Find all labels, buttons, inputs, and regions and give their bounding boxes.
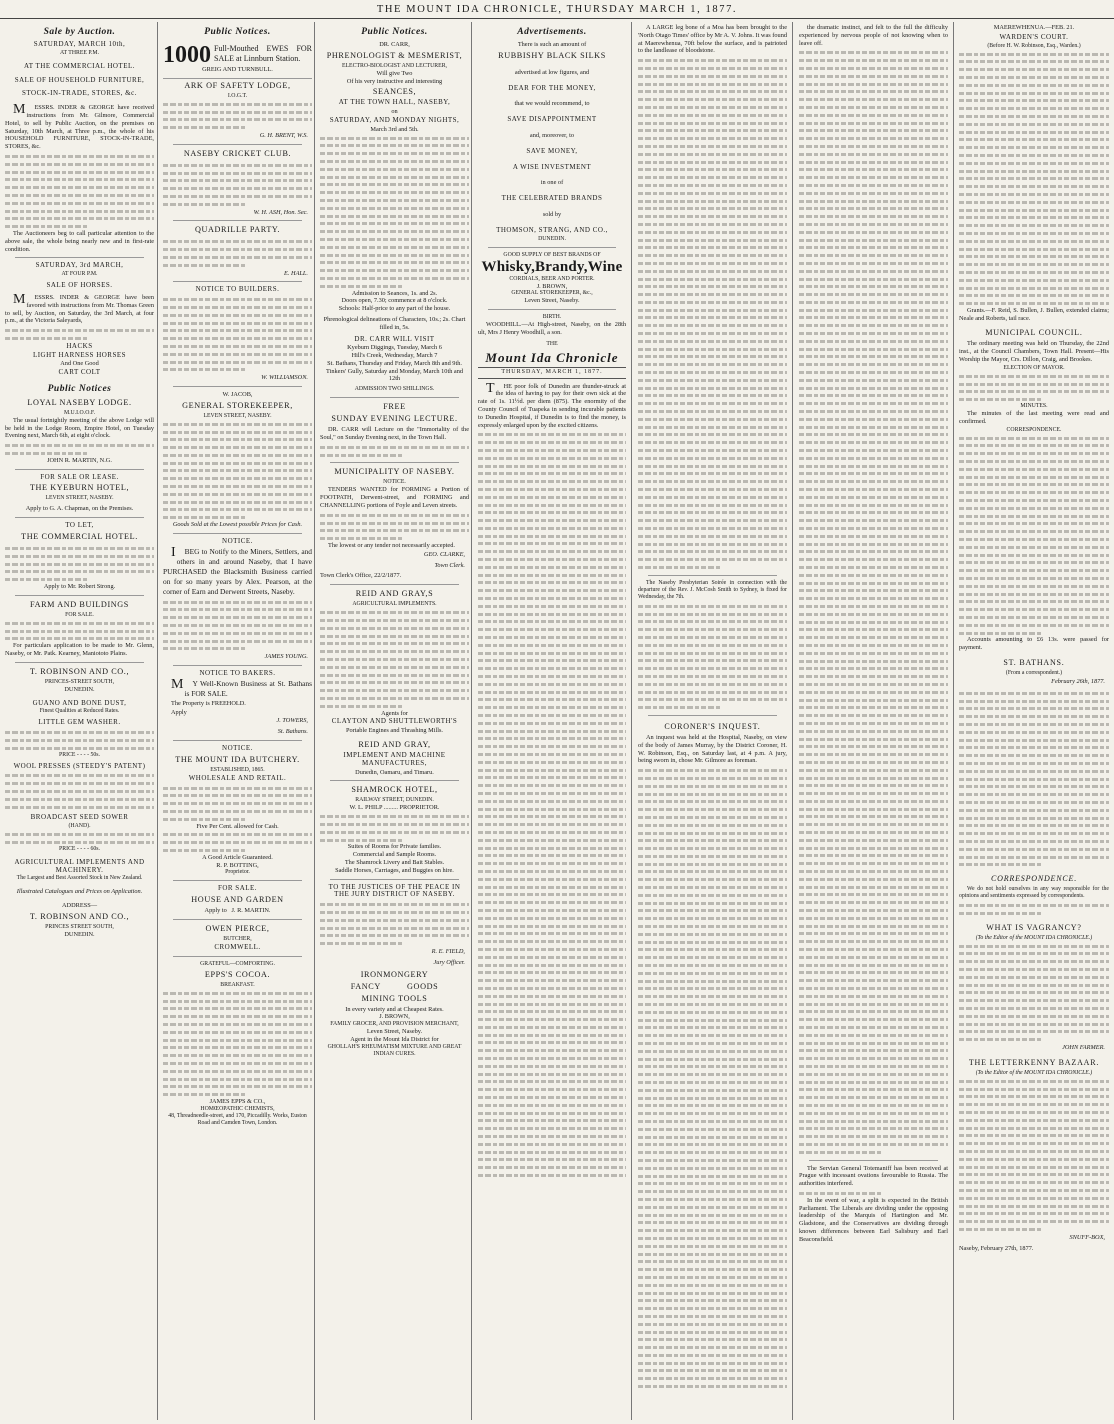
advertised-low: advertised at low figures, and [514, 68, 590, 76]
minutes-text: The minutes of the last meeting were read and confirmed. [959, 410, 1109, 425]
phrenologist: PHRENOLOGIST & MESMERIST, [326, 50, 463, 60]
gem-washer: LITTLE GEM WASHER. [38, 718, 121, 727]
wardens-court: WARDEN'S COURT. [999, 32, 1069, 41]
mining-tools: MINING TOOLS [361, 993, 428, 1003]
ewes-sign: GREIG AND TURNBULL. [202, 66, 273, 73]
column-5 [638, 24, 787, 1420]
miners-sign: JAMES YOUNG. [264, 653, 308, 661]
freehold: The Property is FREEHOLD. [171, 699, 246, 707]
wardens-sub: (Before H. W. Robinson, Esq., Warden.) [987, 42, 1081, 49]
rubbishy-silks: RUBBISHY BLACK SILKS [498, 50, 606, 60]
from-correspondent: (From a correspondent.) [1005, 669, 1063, 676]
seance-days: SATURDAY, AND MONDAY NIGHTS, [329, 115, 460, 124]
farm-title: FARM AND BUILDINGS [30, 599, 129, 609]
breakfast: BREAKFAST. [220, 981, 255, 988]
horses-date: SATURDAY, 3rd MARCH, [35, 261, 124, 270]
british-parliament: In the event of war, a split is expected in the British Parliament. The Liberals are dividing under the opposing leadership of the Marquis of Hartington and Mr. Gladstone, and the Conservatives are dividing through known differences between Earl Salisbury and Earl Beaconsfield. [799, 1196, 948, 1243]
miners-notice: IBEG to Notify to the Miners, Settlers, and others in and around Naseby, that I have PURCHASED the Blacksmith Business carried on for so many years by Alex. Pearson, at the corner of Earn and Derwent Streets, Naseby. [163, 544, 312, 596]
towers-place: St. Bathans. [277, 728, 308, 736]
feb-date: February 26th, 1877. [1051, 677, 1105, 685]
commercial-hotel: THE COMMERCIAL HOTEL. [21, 532, 138, 542]
notice-heading: NOTICE. [222, 744, 253, 753]
maerewhenua: MAEREWHENUA.—FEB. 21. [993, 24, 1075, 31]
commercial-rooms: Commercial and Sample Rooms. [352, 851, 437, 859]
column-rule [471, 22, 472, 1420]
storekeeper: GENERAL STOREKEEPER, [182, 400, 293, 410]
on: on [391, 108, 398, 116]
municipality: MUNICIPALITY OF NASEBY. [334, 467, 455, 477]
delineations: Phrenological delineations of Characters, 10s.; 2s. Chart filled in, 5s. [323, 315, 466, 331]
address-city: DUNEDIN. [64, 930, 95, 938]
minutes-heading: MINUTES. [1020, 403, 1048, 410]
celebrated-brands: THE CELEBRATED BRANDS [501, 194, 603, 203]
auction-venue: AT THE COMMERCIAL HOTEL. [23, 61, 136, 70]
agri-sub: The Largest and Best Assorted Stock in New Zealand. [16, 875, 143, 882]
sold-by: sold by [542, 210, 562, 218]
for-sale: FOR SALE. [217, 884, 258, 893]
horses-time: AT FOUR P.M. [61, 271, 98, 278]
sale-of-furniture: SALE OF HOUSEHOLD FURNITURE, [14, 75, 145, 84]
one-good: And One Good [60, 360, 99, 368]
will-visit: DR. CARR WILL VISIT [354, 334, 435, 343]
ewes-number: 1000 [163, 42, 211, 68]
reid-places: Dunedin, Oamaru, and Timaru. [355, 768, 434, 776]
column-rule [953, 22, 954, 1420]
doors: Doors open, 7.30; commence at 8 o'clock. [341, 297, 448, 305]
thomson-city: DUNEDIN. [538, 235, 566, 242]
storekeeper-sub: LEVEN STREET, NASEBY. [203, 412, 272, 419]
leven-street: Leven Street, Naseby. [524, 297, 580, 305]
lodge-title: LOYAL NASEBY LODGE. [27, 397, 132, 407]
column-rule [314, 22, 315, 1420]
catalogue-note: Illustrated Catalogues and Prices on Application. [16, 888, 143, 896]
goods-note: Goods Sold at the Lowest possible Prices for Cash. [172, 521, 303, 529]
chronicle-title: Mount Ida Chronicle [485, 349, 619, 365]
ironmongery: IRONMONGERY [360, 969, 429, 979]
leven-street: Leven Street, Naseby. [366, 1028, 423, 1036]
wise-investment: A WISE INVESTMENT [512, 162, 592, 171]
ark-sub: I.O.G.T. [227, 92, 248, 99]
saddle: Saddle Horses, Carriages, and Buggies on hire. [335, 866, 454, 874]
moreover: and, moreover, to [529, 131, 575, 139]
notice-heading: NOTICE. [222, 536, 253, 545]
column-1 [5, 24, 154, 1420]
house-apply: Apply to J. R. MARTIN. [204, 907, 271, 915]
correspondence: CORRESPONDENCE. [991, 874, 1077, 884]
sower-price: PRICE - - - - 60s. [59, 845, 100, 852]
sale-of-horses: SALE OF HORSES. [46, 281, 113, 290]
wholesale: WHOLESALE AND RETAIL. [188, 773, 287, 782]
schools: Schools: Half-price to any part of the house. [338, 305, 451, 313]
lowest-tender: The lowest or any tender not necessarily accepted. [328, 542, 455, 550]
seance-dates: March 3rd and 5th. [370, 125, 419, 133]
carr-sub: ELECTRO-BIOLOGIST AND LECTURER, [341, 62, 448, 69]
recommend: that we would recommend, to [514, 100, 590, 108]
carr-name: DR. CARR, [379, 41, 410, 48]
address-label: ADDRESS— [62, 902, 97, 910]
town-hall: AT THE TOWN HALL, NASEBY, [338, 98, 451, 107]
reid-gray-2: REID AND GRAY, [358, 739, 431, 749]
light-harness: LIGHT HARNESS HORSES [32, 350, 127, 359]
grants: Grants.—F. Reid, S. Bullen, J. Bullen, extended claims; Neale and Roberts, tail race. [959, 306, 1109, 322]
column-3 [320, 24, 469, 1420]
brown-name: J. BROWN, [536, 282, 568, 290]
ewes-text: Full-Mouthed EWES FOR SALE at Linnburn Station. [214, 44, 312, 63]
birth-notice: WOODHILL.—At High-street, Naseby, on the 28th ult, Mrs J Henry Woodhill, a son. [478, 321, 626, 336]
cromwell: CROMWELL. [214, 942, 261, 951]
chronicle-date: THURSDAY, MARCH 1, 1877. [478, 367, 626, 379]
thomson-strang: THOMSON, STRANG, AND CO., [496, 225, 608, 234]
variety: In every variety and at Cheapest Rates. [345, 1005, 444, 1013]
tinkers-gully: Tinkers' Gully, Saturday and Monday, March 10th and 12th [325, 367, 464, 383]
lodge-sub: M.U.I.O.O.F. [63, 409, 96, 416]
carr-give: Will give Two [376, 69, 413, 77]
election-mayor: ELECTION OF MAYOR. [1003, 364, 1065, 371]
robinson-addr: PRINCES-STREET SOUTH, [44, 678, 115, 685]
brown: J. BROWN, [379, 1013, 410, 1021]
house-garden: HOUSE AND GARDEN [191, 895, 284, 905]
kyeburn-apply: Apply to G. A. Chapman, on the Premises. [25, 505, 134, 513]
inder-notice: MESSRS. INDER & GEORGE have received instructions from Mr. Gilmore, Commercial Hotel, to sell by Public Auction, on the premises on Saturday, 10th March, at Three p.m., the whole of his HOUSEHOLD FURNITURE, STOCK-IN-TRADE, STORES, &c. [5, 102, 154, 151]
bazaar-to: (To the Editor of the MOUNT IDA CHRONICLE.) [975, 1069, 1093, 1076]
notice-heading: NOTICE. [383, 479, 406, 486]
builders-notice: NOTICE TO BUILDERS. [195, 285, 280, 294]
kyeburn-sub: LEVEN STREET, NASEBY. [45, 495, 114, 502]
clarke: GEO. CLARKE, [423, 550, 465, 558]
field: R. E. FIELD, [431, 947, 465, 955]
vagrancy-sign: JOHN FARMER. [1062, 1044, 1105, 1052]
bakers-notice: NOTICE TO BAKERS. [199, 669, 276, 678]
save-money: SAVE MONEY, [526, 146, 578, 155]
epps-sign: JAMES EPPS & CO., [209, 1097, 266, 1105]
inquest-lead: An inquest was held at the Hospital, Naseby, on view of the body of James Murray, by the District Coroner, H. W. Robinson, Esq., on Saturday last, at 4 p.m. A jury, being sworn in, chose Mr. Gilmore as foreman. [638, 733, 787, 765]
owen-pierce: OWEN PIERCE, [205, 923, 270, 933]
washer-price: PRICE - - - - 50s. [59, 751, 100, 758]
seed-sower: BROADCAST SEED SOWER [30, 813, 129, 822]
robinson-title: T. ROBINSON AND CO., [29, 666, 130, 676]
section-heading: Public Notices. [204, 27, 271, 37]
vagrancy-to: (To the Editor of the MOUNT IDA CHRONICLE.) [975, 934, 1093, 941]
auction-date: SATURDAY, MARCH 10th, [33, 40, 126, 48]
sale-lease: FOR SALE OR LEASE. [40, 472, 119, 481]
dear-money: DEAR FOR THE MONEY, [508, 83, 596, 92]
section-heading: Sale by Auction. [43, 27, 116, 37]
free: FREE [383, 402, 406, 412]
general-storekeeper: GENERAL STOREKEEPER, &c., [511, 290, 593, 297]
column-4 [478, 24, 626, 1420]
wool-presses: WOOL PRESSES (STEEDY'S PATENT) [13, 761, 146, 770]
horses-notice: MESSRS. INDER & GEORGE have been favored with instructions from Mr. Thomas Green to sell, by Auction, on Saturday, the 3rd March, at four p.m., at the Victoria Saleyards, [5, 291, 154, 325]
estab: ESTABLISHED, 1865. [210, 766, 265, 773]
cricket-club: NASEBY CRICKET CLUB. [183, 148, 292, 158]
jury-officer: Jury Officer. [433, 958, 465, 966]
jacob: W. JACOB, [222, 390, 253, 398]
servian-general: The Servian General Totemaniff has been received at Prague with incessant ovations favourable to Russia. The authorities interfered. [799, 1164, 948, 1188]
epps-addr: 48, Threadneedle-street, and 170, Piccadilly. Works, Euston Road and Camden Town, London. [168, 1112, 307, 1126]
letterkenny-bazaar: THE LETTERKENNY BAZAAR. [968, 1057, 1100, 1067]
implement-machine: IMPLEMENT AND MACHINE MANUFACTURES, [343, 750, 446, 767]
fancy-goods: FANCY GOODS [350, 981, 439, 991]
section-heading: Public Notices. [361, 27, 428, 37]
shamrock-hotel: SHAMROCK HOTEL, [351, 785, 438, 795]
such-amount: There is such an amount of [517, 41, 587, 48]
correspondence-sub: CORRESPONDENCE. [1006, 426, 1062, 433]
save-disappointment: SAVE DISAPPOINTMENT [507, 115, 597, 124]
address-street: PRINCES STREET SOUTH, [45, 923, 114, 930]
family-grocer: FAMILY GROCER, AND PROVISION MERCHANT, [330, 1021, 459, 1028]
column-7 [959, 24, 1109, 1420]
sower-sub: (HAND). [68, 823, 91, 830]
birth-heading: BIRTH. [542, 314, 562, 321]
farm-sale: FOR SALE. [65, 611, 94, 618]
sunday-lecture: SUNDAY EVENING LECTURE. [331, 414, 458, 424]
commercial-apply: Apply to Mr. Robert Strong. [43, 583, 116, 591]
sunday-text: DR. CARR will Lecture on the "Immortality of the Soul," on Sunday Evening next, in the Town Hall. [320, 426, 469, 442]
robinson-city: DUNEDIN. [64, 685, 95, 693]
column-6 [799, 24, 948, 1420]
coroners-inquest: CORONER'S INQUEST. [664, 721, 761, 731]
cordials: CORDIALS, BEER AND PORTER. [509, 275, 595, 282]
in-one-of: in one of [540, 179, 564, 187]
apply-label: Apply [171, 708, 187, 716]
vagrancy: WHAT IS VAGRANCY? [986, 922, 1082, 932]
column-rule [631, 22, 632, 1420]
cart-colt: CART COLT [58, 368, 101, 377]
st-bathans: ST. BATHANS. [1003, 657, 1065, 667]
disclaimer: We do not hold ourselves in any way responsible for the opinions and sentiments expressed by correspondents. [959, 886, 1109, 900]
reid-gray: REID AND GRAY,S [355, 589, 434, 599]
clayton: CLAYTON AND SHUTTLEWORTH'S [331, 717, 458, 726]
botting: R. P. BOTTING, [216, 861, 259, 869]
agent-district: Agent in the Mount Ida District for [350, 1035, 439, 1043]
wellknown-business: MY Well-Known Business at St. Bathans is FOR SALE. [171, 676, 312, 698]
reid-sub: AGRICULTURAL IMPLEMENTS. [352, 601, 437, 608]
whisky-brandy-wine: Whisky,Brandy,Wine [481, 258, 623, 275]
quadrille-sign: E. HALL. [284, 269, 308, 277]
column-rule [157, 22, 158, 1420]
col6-lead: the dramatic instinct, and felt to the full the difficulty experienced by nervous people of not knowing when to leave off. [799, 24, 948, 47]
lodge-sign: JOHN R. MARTIN, N.G. [47, 456, 112, 464]
guano-sub: Finest Qualities at Reduced Rates. [39, 708, 120, 715]
kyeburn-hotel: THE KYEBURN HOTEL, [29, 483, 130, 493]
presbyterian-soiree: The Naseby Presbyterian Soirée in connection with the departure of the Rev. J. McCosh Smith to Sydney, is fixed for Wednesday, the 7th. [638, 579, 787, 600]
shamrock-sub: RAILWAY STREET, DUNEDIN. [355, 797, 434, 804]
philp: W. L. PHILP ......... PROPRIETOR. [349, 804, 440, 812]
admission-two: ADMISSION TWO SHILLINGS. [354, 386, 435, 393]
kyeburn-diggings: Kyeburn Diggings, Tuesday, March 6 [347, 344, 442, 352]
st-bathans-dates: St. Bathans, Thursday and Friday, March 8th and 9th. [327, 359, 462, 367]
the-label: THE [546, 340, 558, 347]
farm-apply: For particulars application to be made to Mr. Glenn, Naseby, or Mr. Patk. Kearney, Maniototo Plains. [5, 642, 154, 658]
portable-engines: Portable Engines and Thrashing Mills. [346, 727, 443, 735]
good-article: A Good Article Guaranteed. [202, 853, 273, 861]
auctioneers-note: The Auctioneers beg to call particular attention to the above sale, the whole being nearly new and in first-rate condition. [5, 229, 154, 253]
town-clerk: Town Clerk. [434, 561, 465, 569]
accounts: Accounts amounting to £6 13s. were passed for payment. [959, 636, 1109, 652]
cricket-sign: W. H. ASH, Hon. Sec. [253, 208, 308, 216]
agri-implements: AGRICULTURAL IMPLEMENTS AND MACHINERY. [14, 857, 145, 874]
section-heading: Advertisements. [517, 27, 587, 37]
grateful: GRATEFUL—COMFORTING. [200, 960, 275, 967]
to-let: TO LET, [65, 521, 94, 530]
agents-for: Agents for [381, 709, 408, 717]
guano: GUANO AND BONE DUST, [32, 698, 127, 707]
auction-time: AT THREE P.M. [59, 49, 100, 56]
column-rule [792, 22, 793, 1420]
epps-cocoa: EPPS'S COCOA. [204, 969, 271, 979]
section-heading: Public Notices [47, 383, 112, 394]
lodge-notice: The usual fortnightly meeting of the above Lodge will be held in the Lodge Room, Empire Hotel, on Tuesday Evening next, March 6th, at eight o'clock. [5, 416, 154, 440]
ark-lodge: ARK OF SAFETY LODGE, [184, 80, 291, 90]
tenders-text: TENDERS WANTED for FORMING a Portion of FOOTPATH, Derwent-street, and FORMING and CHANNELLING portions of Foyle and Leven streets. [320, 486, 469, 510]
butcher: BUTCHER, [223, 935, 252, 942]
justices: TO THE JUSTICES OF THE PEACE IN THE JURY DISTRICT OF NASEBY. [328, 882, 461, 899]
council-lead: The ordinary meeting was held on Thursday, the 22nd inst., at the Council Chambers, Town Hall. Present—His Worship the Mayor, Crs. Dillon, Craig, and Brookes. [959, 340, 1109, 364]
hacks: HACKS [66, 341, 93, 350]
moa-bone: A LARGE leg bone of a Moa has been brought to the 'North Otago Times' office by Mr A. V. Johns. It was found at Maerewhenua, 70ft below the surface, and is patrioted to the landlease of bloodstone. [638, 24, 787, 55]
snuff-date: Naseby, February 27th, 1877. [959, 1244, 1034, 1252]
percent-cash: Five Per Cent. allowed for Cash. [196, 822, 279, 830]
page-masthead: THE MOUNT IDA CHRONICLE, THURSDAY MARCH 1, 1877. [0, 4, 1114, 19]
address-name: T. ROBINSON AND CO., [29, 911, 130, 921]
column-2 [163, 24, 312, 1420]
seances: SEANCES, [372, 87, 417, 97]
suites: Suites of Rooms for Private families. [347, 843, 442, 851]
tenders-sign: W. WILLIAMSON. [261, 374, 308, 382]
stock-line: STOCK-IN-TRADE, STORES, &c. [22, 89, 137, 98]
towers-name: J. TOWERS, [276, 717, 308, 725]
municipal-council: MUNICIPAL COUNCIL. [985, 328, 1083, 338]
livery: The Shamrock Livery and Bait Stables. [344, 858, 445, 866]
proprietor: Proprietor. [225, 869, 250, 876]
snuffbox-sign: SNUFF-BOX, [1069, 1233, 1105, 1241]
admission: Admission to Seances, 1s. and 2s. [351, 289, 438, 297]
hills-creek: Hill's Creek, Wednesday, March 7 [351, 352, 438, 360]
carr-entertain: Of his very instructive and interesting [346, 77, 443, 85]
clerk-office: Town Clerk's Office, 22/2/1877. [320, 572, 402, 580]
ark-sign: G. H. BRENT, W.S. [259, 131, 308, 139]
gollah: GHOLLAH'S RHEUMATISM MIXTURE AND GREAT INDIAN CURES. [327, 1043, 462, 1057]
epps-sub: HOMŒOPATHIC CHEMISTS, [200, 1105, 275, 1112]
good-supply: GOOD SUPPLY OF BEST BRANDS OF [503, 251, 601, 258]
butchery: THE MOUNT IDA BUTCHERY. [175, 754, 300, 764]
quadrille: QUADRILLE PARTY. [194, 225, 281, 235]
lead-article: THE poor folk of Dunedin are thunder-struck at the idea of having to pay for their own sick at the rate of 1s. 11½d. per diem (875). The enormity of the County Council of Tuapeka in sending incurable patients to Dunedin Hospital, if Dunedin is to find the money, is expressly enlarged upon by the excited citizens. [478, 380, 626, 429]
